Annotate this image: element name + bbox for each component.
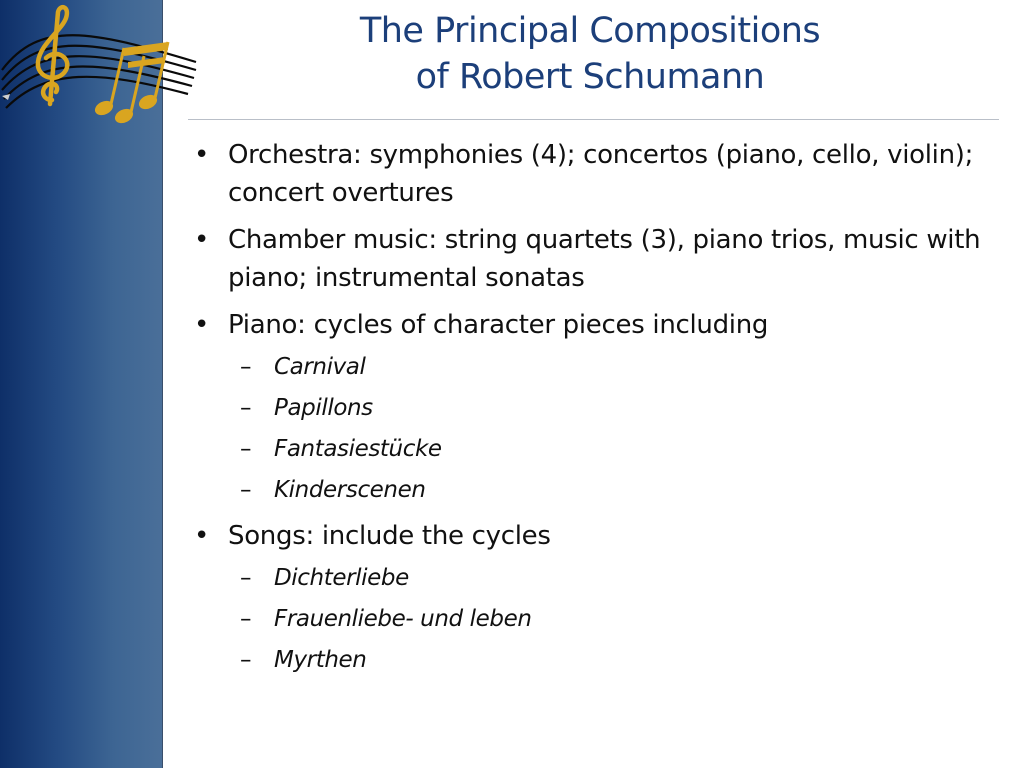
slide-title <box>190 8 990 100</box>
bullet-marker: • <box>194 140 210 170</box>
bullet-chamber-music <box>190 221 1000 297</box>
bullet-marker: • <box>194 225 210 255</box>
sub-item-carnival <box>190 351 1000 383</box>
arrow-marker-icon <box>2 94 10 100</box>
bullet-text: Songs: include the cycles <box>228 521 551 551</box>
treble-clef-icon <box>38 7 67 104</box>
sub-item-text: Kinderscenen <box>274 477 426 503</box>
bullet-text: Piano: cycles of character pieces including <box>228 310 769 340</box>
sub-marker: – <box>240 354 252 380</box>
bullet-list <box>190 136 1000 687</box>
sub-item-text: Myrthen <box>274 647 367 673</box>
title-line-1: The Principal Compositions <box>359 11 821 51</box>
sub-item-text: Frauenliebe- und leben <box>274 606 532 632</box>
sub-marker: – <box>240 565 252 591</box>
bullet-orchestra <box>190 136 1000 212</box>
eighth-notes-icon <box>93 42 168 125</box>
sub-marker: – <box>240 606 252 632</box>
sub-item-fantasiestucke <box>190 433 1000 465</box>
bullet-marker: • <box>194 521 210 551</box>
sub-item-text: Fantasiestücke <box>274 436 442 462</box>
sub-item-dichterliebe <box>190 562 1000 594</box>
sub-marker: – <box>240 436 252 462</box>
bullet-marker: • <box>194 310 210 340</box>
sub-item-myrthen <box>190 644 1000 676</box>
sub-marker: – <box>240 647 252 673</box>
bullet-text: Chamber music: string quartets (3), piano trios, music with piano; instrumental sonatas <box>228 225 981 293</box>
sub-item-frauenliebe <box>190 603 1000 635</box>
sub-item-text: Dichterliebe <box>274 565 409 591</box>
bullet-piano <box>190 306 1000 344</box>
sub-item-text: Papillons <box>274 395 373 421</box>
sub-marker: – <box>240 395 252 421</box>
bullet-songs <box>190 517 1000 555</box>
sub-item-kinderscenen <box>190 474 1000 506</box>
bullet-text: Orchestra: symphonies (4); concertos (piano, cello, violin); concert overtures <box>228 140 974 208</box>
sub-item-text: Carnival <box>274 354 366 380</box>
title-divider <box>188 119 999 120</box>
sub-marker: – <box>240 477 252 503</box>
sub-item-papillons <box>190 392 1000 424</box>
title-line-2: of Robert Schumann <box>415 57 765 97</box>
music-staff-art <box>0 0 200 130</box>
